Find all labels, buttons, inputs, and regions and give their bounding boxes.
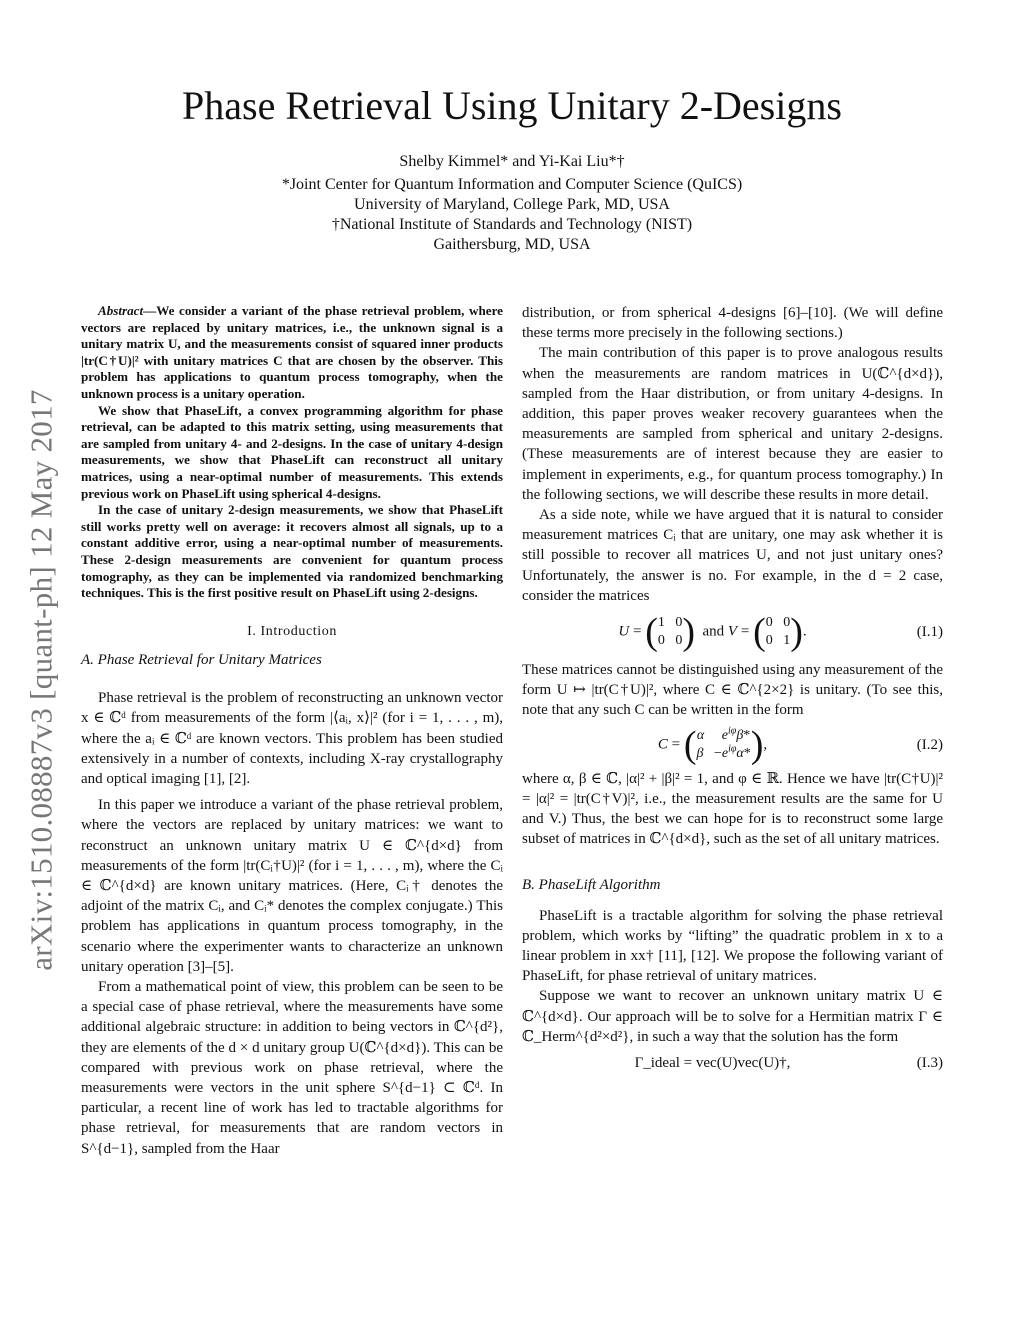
equation-i3 (522, 1053, 943, 1073)
intro-paragraph-1: Phase retrieval is the problem of reconstructing an unknown vector x ∈ ℂᵈ from measurements of the form |⟨aᵢ, x⟩|² (for i = 1, . . . , m), where the aᵢ ∈ ℂᵈ are known vectors. This problem has been studied extensively in a number of contexts, including X-ray crystallography and optical imaging [1], [2]. (81, 690, 503, 787)
affiliation-4: Gaithersburg, MD, USA (433, 236, 591, 253)
equation-i2 (522, 723, 943, 766)
equation-i2-number: (I.2) (916, 736, 943, 753)
equation-i3-number: (I.3) (916, 1055, 943, 1072)
author-names: Shelby Kimmel* and Yi-Kai Liu*† (399, 153, 625, 170)
left-column (81, 303, 503, 1159)
right-paragraph-6: PhaseLift is a tractable algorithm for solving the phase retrieval problem, which works by “lifting” the quadratic problem in x to a linear problem in xx† [11], [12]. We propose the following variant of PhaseLift, for phase retrieval of unitary matrices. (522, 907, 943, 985)
abstract-paragraph-2: We show that PhaseLift, a convex programming algorithm for phase retrieval, can be adapted to this matrix setting, using measurements that are sampled from unitary 4- and 2-designs. In the case of unitary 4-design measurements, we show that PhaseLift can reconstruct all unitary matrices, using a near-optimal number of measurements. This extends previous work on PhaseLift using spherical 4-designs. (81, 402, 503, 501)
right-column (522, 303, 943, 1079)
matrix-v: 0 0 0 1 (765, 615, 791, 649)
arxiv-id: arXiv:1510.08887v3 [quant-ph] 12 May 2017 (24, 389, 60, 971)
right-paragraph-7: Suppose we want to recover an unknown unitary matrix U ∈ ℂ^{d×d}. Our approach will be to solve for a Hermitian matrix Γ ∈ ℂ_Herm^{d²×d²}, in such a way that the solution has the form (522, 988, 943, 1045)
affiliation-1: *Joint Center for Quantum Information and Computer Science (QuICS) (281, 176, 743, 193)
section-heading-introduction: I. Introduction (247, 623, 337, 639)
subsection-heading-b: B. PhaseLift Algorithm (522, 877, 661, 894)
equation-i2-body: C = (α $e^{i\varphi}\beta*$ $\beta -e^{i\varphi}\alpha*$), (657, 723, 768, 766)
abstract-paragraph-1: Abstract—We consider a variant of the phase retrieval problem, where vectors are replaced by unitary matrices, i.e., the unknown signal is a unitary matrix U, and the measurements consist of squared inner products |tr(C†U)|² with unitary matrices C that are chosen by the observer. This problem has applications to quantum process tomography, when the unknown process is a unitary operation. (81, 303, 503, 401)
equation-i3-body: Γ_ideal = vec(U)vec(U)†, (634, 1055, 791, 1072)
intro-paragraph-3: From a mathematical point of view, this problem can be seen to be a special case of phase retrieval, where the measurements have some additional algebraic structure: in addition to being vectors in ℂ^{d²}, they are elements of the d × d unitary group U(ℂ^{d×d}). This can be compared with previous work on phase retrieval, where the measurements were vectors in the unit sphere S^{d−1} ⊂ ℂᵈ. In particular, a recent line of work has led to tractable algorithms for phase retrieval, for measurements that are random vectors in S^{d−1}, sampled from the Haar (81, 978, 503, 1157)
right-paragraph-5: where α, β ∈ ℂ, |α|² + |β|² = 1, and φ ∈ ℝ. Hence we have |tr(C†U)|² = |α|² = |tr(C†V)|², i.e., the measurement results are the same for U and V.) Thus, the best we can hope for is to reconstruct some large subset of matrices in ℂ^{d×d}, such as the set of all unitary matrices. (522, 770, 943, 848)
affiliation-3: †National Institute of Standards and Technology (NIST) (331, 216, 693, 233)
affiliation-2: University of Maryland, College Park, MD, USA (354, 196, 670, 213)
subsection-heading-a: A. Phase Retrieval for Unitary Matrices (81, 651, 322, 668)
abstract (81, 303, 503, 602)
equation-i1-number: (I.1) (916, 623, 943, 640)
right-paragraph-1: distribution, or from spherical 4-designs [6]–[10]. (We will define these terms more precisely in the following sections.) (522, 305, 943, 342)
equation-i1-body: U = (1 0 0 0) and V = (0 0 0 1). (618, 610, 807, 653)
arxiv-stamp (22, 330, 62, 1030)
matrix-c: α $e^{i\varphi}\beta*$ $\beta -e^{i\varphi}\alpha*$ (696, 725, 751, 761)
author-block (0, 152, 1024, 255)
equation-i1 (522, 610, 943, 653)
paper-title: Phase Retrieval Using Unitary 2-Designs (182, 83, 842, 128)
right-paragraph-3: As a side note, while we have argued that it is natural to consider measurement matrices Cᵢ that are unitary, one may ask whether it is still possible to recover all matrices U, and not just unitary ones? Unfortunately, the answer is no. For example, in the d = 2 case, consider the matrices (522, 507, 943, 604)
right-paragraph-2: The main contribution of this paper is to prove analogous results when the measurements are random matrices in U(ℂ^{d×d}), sampled from the Haar distribution, or from unitary 4-designs. In addition, this paper proves weaker recovery guarantees when the measurements are sampled from spherical and unitary 2-designs. (These measurements are of interest because they are easier to implement in experiments, e.g., for quantum process tomography.) In the following sections, we will describe these results in more detail. (522, 345, 943, 503)
intro-paragraph-2: In this paper we introduce a variant of the phase retrieval problem, where the vectors are replaced by unitary matrices: we want to reconstruct an unknown unitary matrix U ∈ ℂ^{d×d} from measurements of the form |tr(Cᵢ†U)|² (for i = 1, . . . , m), where the Cᵢ ∈ ℂ^{d×d} are known unitary matrices. (Here, Cᵢ† denotes the adjoint of the matrix Cᵢ, and Cᵢ* denotes the complex conjugate.) This problem has applications in quantum process tomography, in the scenario where the experimenter wants to characterize an unknown unitary operation [3]–[5]. (81, 797, 503, 975)
abstract-paragraph-3: In the case of unitary 2-design measurements, we show that PhaseLift still works pretty well on average: it recovers almost all signals, up to a constant additive error, using a near-optimal number of measurements. These 2-design measurements are convenient for quantum process tomography, as they can be implemented via randomized benchmarking techniques. This is the first positive result on PhaseLift using 2-designs. (81, 502, 503, 601)
matrix-u: 1 0 0 0 (657, 615, 683, 649)
abstract-label: Abstract (98, 303, 144, 318)
right-paragraph-4: These matrices cannot be distinguished using any measurement of the form U ↦ |tr(C†U)|², where C ∈ ℂ^{2×2} is unitary. (To see this, note that any such C can be written in the form (522, 662, 943, 719)
